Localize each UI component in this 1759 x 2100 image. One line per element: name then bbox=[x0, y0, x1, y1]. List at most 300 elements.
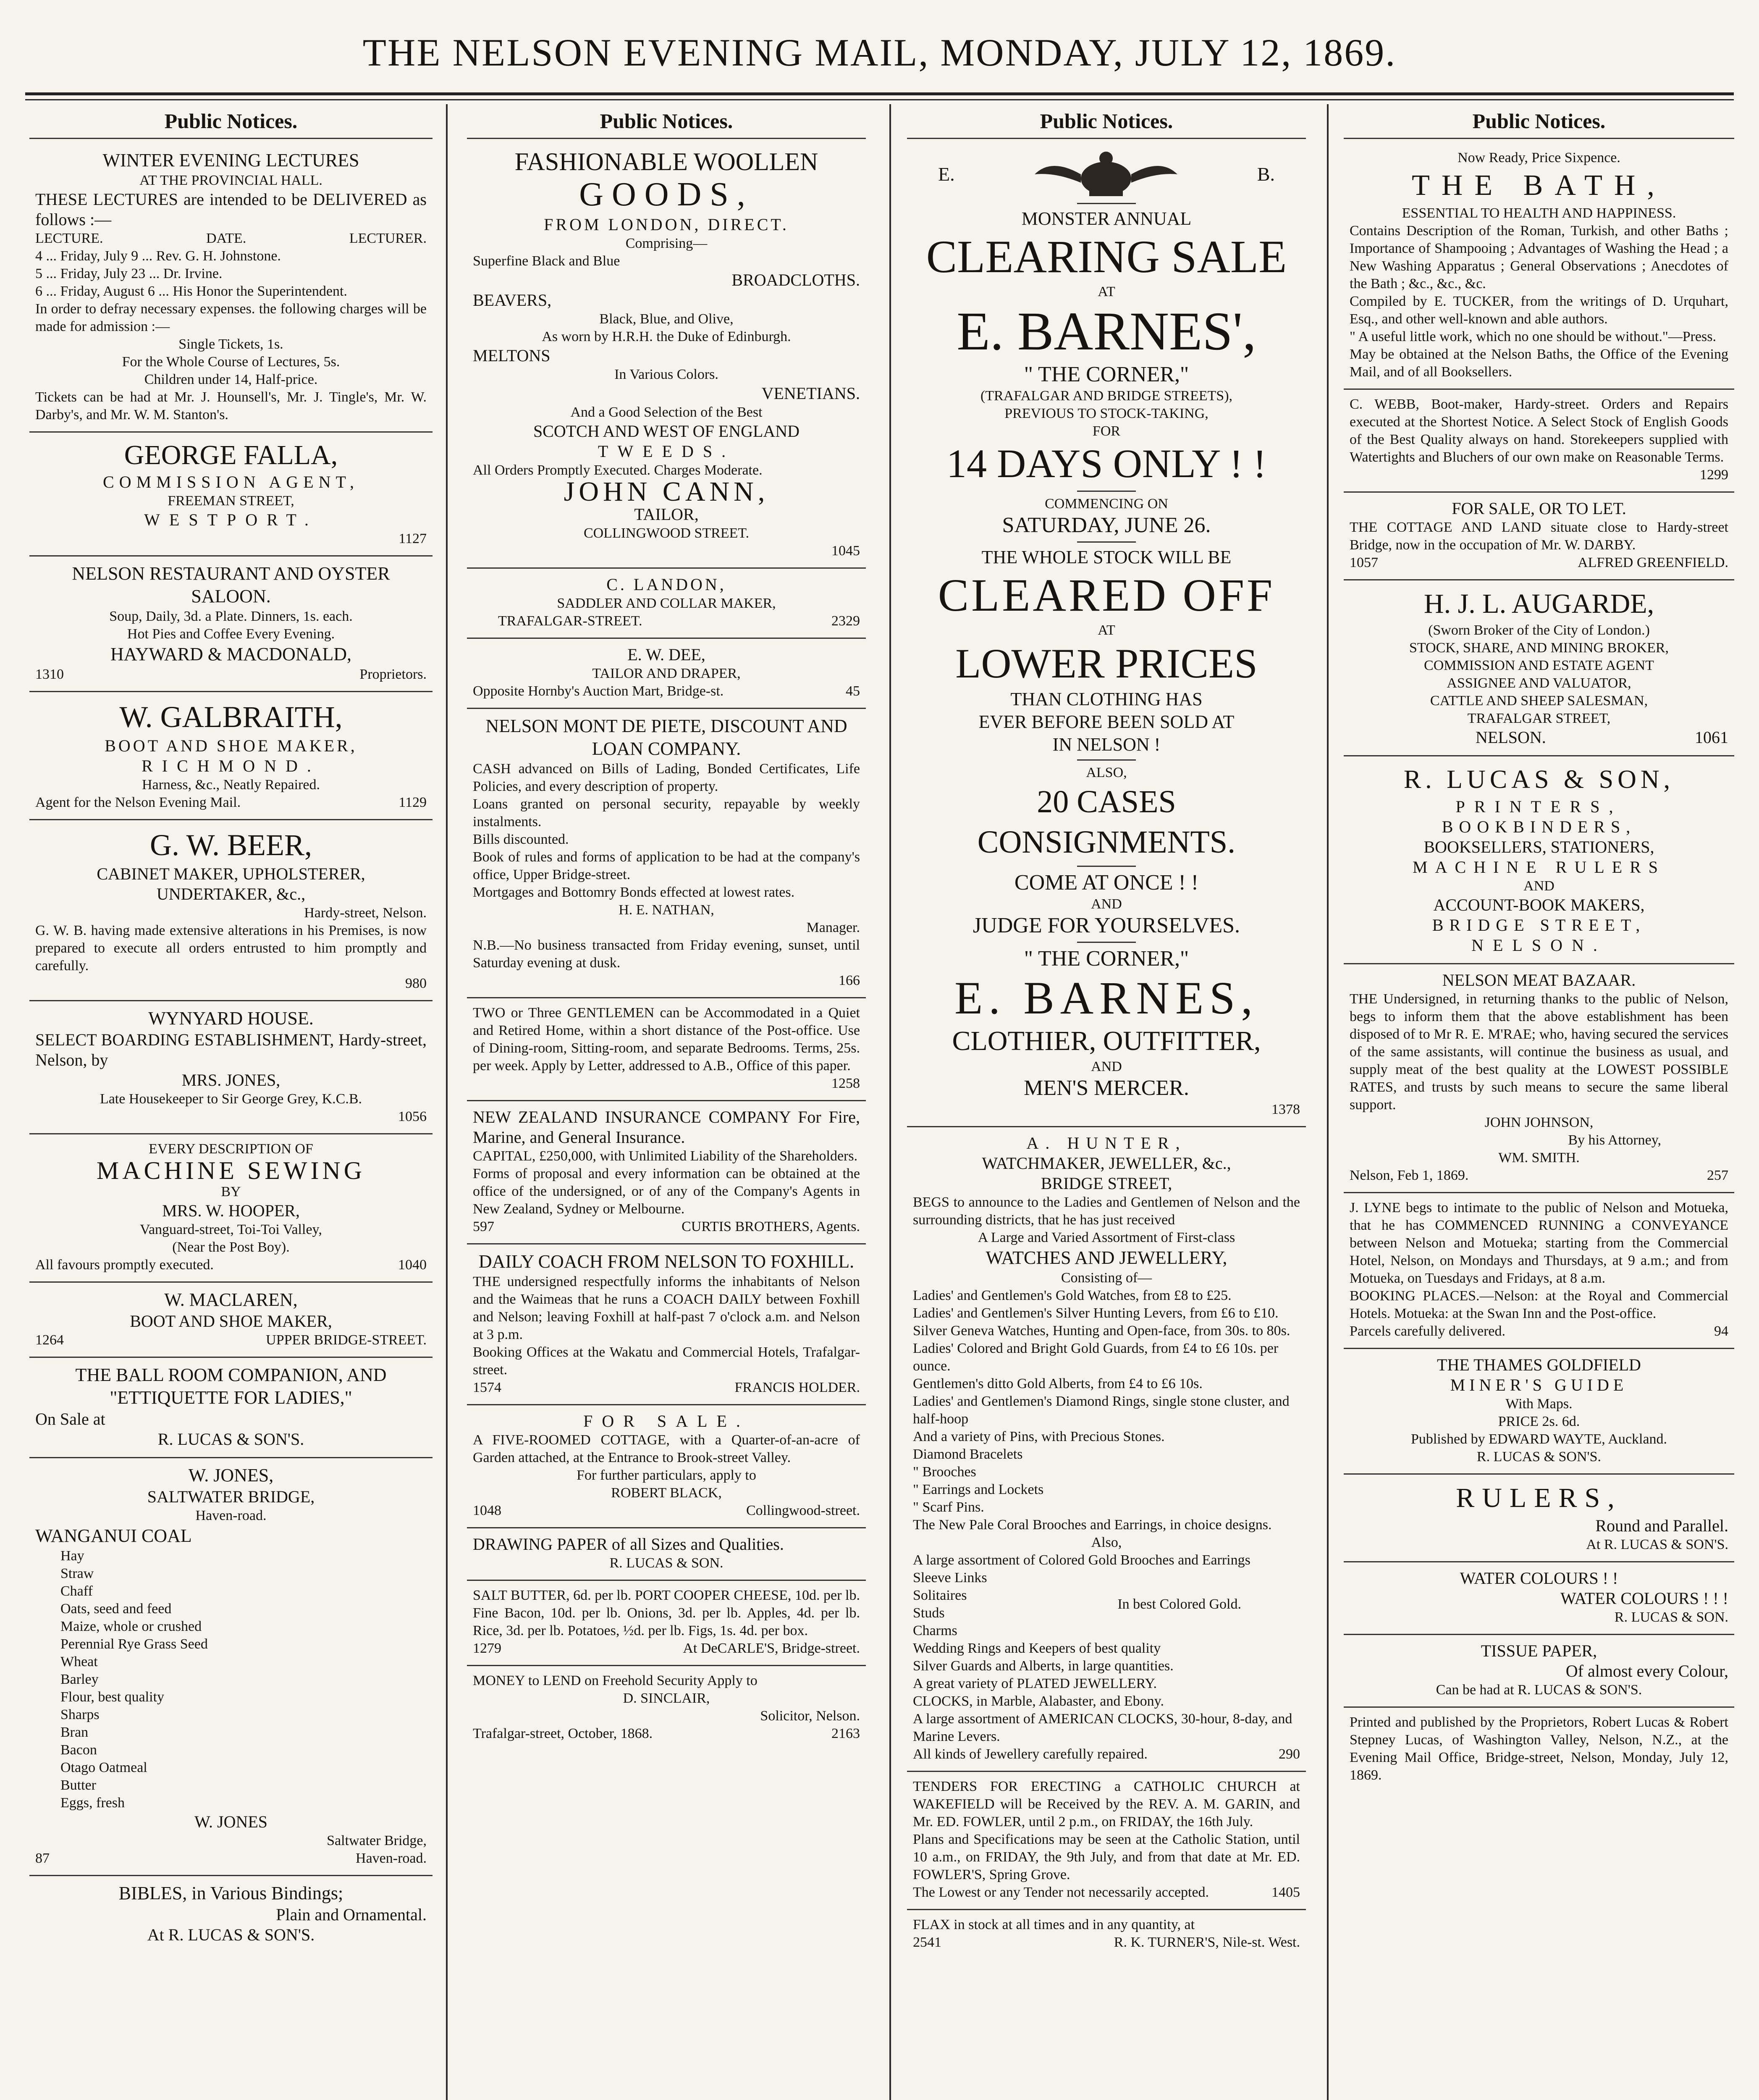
column-3 bbox=[907, 104, 1306, 2100]
augarde-town: NELSON. bbox=[1476, 728, 1546, 747]
tenders-ad bbox=[907, 1772, 1306, 1910]
masthead-rule bbox=[25, 92, 1734, 95]
wynyard-late: Late Housekeeper to Sir George Grey, K.C.B. bbox=[100, 1091, 362, 1107]
royal-crest-icon bbox=[1026, 149, 1186, 200]
hunter-footer bbox=[913, 1746, 1300, 1763]
montdepiete-rules: Book of rules and forms of application to be had at the company's office, Upper Bridge-street. bbox=[473, 849, 860, 882]
lucas-town: NELSON. bbox=[1471, 936, 1607, 955]
cottage-footer bbox=[1350, 554, 1728, 572]
hooper-ad bbox=[29, 1134, 433, 1283]
barnes-corner: " THE CORNER," bbox=[1024, 362, 1189, 386]
jones-list-item: Butter bbox=[60, 1777, 96, 1793]
barnes-whole: THE WHOLE STOCK WILL BE bbox=[981, 547, 1232, 567]
lucas-line: BRIDGE STREET, bbox=[1432, 916, 1646, 934]
jones-footer bbox=[35, 1850, 427, 1867]
hunter-list-item: " Scarf Pins. bbox=[913, 1499, 984, 1515]
hunter-gold: A large assortment of Colored Gold Brooches and Earrings bbox=[913, 1552, 1250, 1568]
coach-ad bbox=[467, 1244, 866, 1405]
restaurant-footer bbox=[35, 666, 427, 683]
augarde-line: ASSIGNEE AND VALUATOR, bbox=[1447, 675, 1631, 691]
meat-smith: WM. SMITH. bbox=[1498, 1150, 1580, 1166]
montdepiete-note: N.B.—No business transacted from Friday evening, sunset, until Saturday evening at dusk. bbox=[473, 937, 860, 971]
wynyard-number: 1056 bbox=[398, 1109, 427, 1124]
cottage-title: FOR SALE, OR TO LET. bbox=[1452, 499, 1626, 518]
galbraith-role: BOOT AND SHOE MAKER, bbox=[105, 736, 357, 755]
lectures-tickets: Tickets can be had at Mr. J. Hounsell's, Mr. J. Tingle's, Mr. W. Darby's, and Mr. W. M. Stanton's. bbox=[35, 389, 427, 423]
thames-subtitle: MINER'S GUIDE bbox=[1450, 1376, 1628, 1394]
lectures-header-lecture: LECTURE. bbox=[35, 231, 103, 246]
woollen-broadcloths: BROADCLOTHS. bbox=[731, 270, 860, 289]
butter-number: 1279 bbox=[473, 1641, 501, 1656]
drawing-ad bbox=[467, 1528, 866, 1581]
ballroom-ad bbox=[29, 1358, 433, 1458]
restaurant-proprietors-label: Proprietors. bbox=[359, 667, 427, 682]
hunter-consisting: Consisting of— bbox=[1061, 1270, 1152, 1286]
barnes-corner-2: " THE CORNER," bbox=[1024, 947, 1189, 971]
drawing-text: DRAWING PAPER of all Sizes and Qualities. bbox=[473, 1535, 784, 1554]
webb-number: 1299 bbox=[1700, 467, 1728, 483]
montdepiete-manager-label: Manager. bbox=[806, 920, 860, 935]
jones-items-list bbox=[35, 1547, 427, 1812]
lucas-line: BOOKBINDERS, bbox=[1442, 817, 1636, 836]
restaurant-number: 1310 bbox=[35, 667, 64, 682]
forsale-address: Collingwood-street. bbox=[746, 1503, 860, 1518]
insurance-number: 597 bbox=[473, 1219, 494, 1234]
jones-list-item: Bran bbox=[60, 1725, 89, 1740]
forsale-ad bbox=[467, 1405, 866, 1528]
barnes-name: E. BARNES', bbox=[957, 301, 1256, 362]
augarde-line: TRAFALGAR STREET, bbox=[1467, 711, 1611, 726]
falla-ad bbox=[29, 433, 433, 556]
landon-name: C. LANDON, bbox=[606, 575, 726, 594]
landon-number: 2329 bbox=[831, 613, 860, 629]
coach-number: 1574 bbox=[473, 1380, 501, 1395]
thames-price: PRICE 2s. 6d. bbox=[1498, 1414, 1580, 1429]
divider bbox=[1077, 759, 1136, 761]
barnes-than: THAN CLOTHING HAS bbox=[1010, 689, 1203, 709]
falla-role: COMMISSION AGENT, bbox=[103, 472, 359, 491]
hunter-list-item: Ladies' and Gentlemen's Gold Watches, from £8 to £25. bbox=[913, 1288, 1232, 1303]
hunter-list-item: The New Pale Coral Brooches and Earrings, in choice designs. bbox=[913, 1517, 1272, 1533]
barnes-and-2: AND bbox=[1091, 1059, 1122, 1074]
hunter-list-item: Ladies' and Gentlemen's Silver Hunting Levers, from £6 to £10. bbox=[913, 1305, 1279, 1321]
barnes-streets: (TRAFALGAR AND BRIDGE STREETS), bbox=[980, 388, 1233, 404]
divider bbox=[1077, 866, 1136, 867]
hunter-repaired: All kinds of Jewellery carefully repaired. bbox=[913, 1746, 1148, 1762]
water-line: WATER COLOURS ! ! bbox=[1460, 1569, 1618, 1588]
woollen-meltons: MELTONS bbox=[473, 346, 551, 365]
barnes-initial-e: E. bbox=[938, 163, 955, 185]
hooper-footer bbox=[35, 1256, 427, 1274]
barnes-and: AND bbox=[1091, 896, 1122, 912]
beer-role: CABINET MAKER, UPHOLSTERER, bbox=[97, 864, 365, 883]
maclaren-role: BOOT AND SHOE MAKER, bbox=[130, 1312, 332, 1331]
landon-address: TRAFALGAR-STREET. bbox=[498, 613, 642, 629]
hunter-clocks: CLOCKS, in Marble, Alabaster, and Ebony. bbox=[913, 1693, 1164, 1709]
woollen-title: FASHIONABLE WOOLLEN bbox=[514, 148, 818, 176]
cottage-number: 1057 bbox=[1350, 555, 1378, 570]
forsale-apply: For further particulars, apply to bbox=[577, 1467, 756, 1483]
jones-coal: WANGANUI COAL bbox=[35, 1525, 192, 1546]
divider bbox=[1077, 942, 1136, 943]
ballroom-at: R. LUCAS & SON'S. bbox=[157, 1430, 304, 1449]
forsale-number: 1048 bbox=[473, 1503, 501, 1518]
galbraith-footer bbox=[35, 794, 427, 811]
jones-list-item: Straw bbox=[60, 1566, 94, 1581]
cottage-text: THE COTTAGE AND LAND situate close to Hardy-street Bridge, now in the occupation of Mr. W. DARBY. bbox=[1350, 520, 1728, 553]
landon-footer bbox=[473, 612, 860, 630]
jones-signature: W. JONES bbox=[194, 1812, 268, 1831]
hooper-sewing: MACHINE SEWING bbox=[96, 1157, 366, 1184]
hunter-list-item: Gentlemen's ditto Gold Alberts, from £4 to £6 10s. bbox=[913, 1376, 1203, 1391]
hooper-near: (Near the Post Boy). bbox=[172, 1239, 290, 1255]
hunter-number: 290 bbox=[1279, 1746, 1300, 1762]
hunter-group-label: In best Colored Gold. bbox=[1117, 1596, 1241, 1612]
jones-road: Haven-road. bbox=[195, 1508, 267, 1523]
hunter-plated: A great variety of PLATED JEWELLERY. bbox=[913, 1676, 1157, 1691]
beer-text: G. W. B. having made extensive alterations in his Premises, is now prepared to execute all orders entrusted to him promptly and carefully. bbox=[35, 923, 427, 974]
woollen-tweeds: TWEEDS. bbox=[598, 442, 735, 461]
tissue-ad bbox=[1344, 1635, 1734, 1708]
masthead-rule-thin bbox=[25, 99, 1734, 100]
money-role: Solicitor, Nelson. bbox=[760, 1708, 860, 1724]
falla-name: GEORGE FALLA, bbox=[124, 440, 338, 470]
money-footer bbox=[473, 1725, 860, 1743]
rulers-title: RULERS, bbox=[1456, 1483, 1622, 1513]
wynyard-ad bbox=[29, 1001, 433, 1134]
maclaren-address: UPPER BRIDGE-STREET. bbox=[266, 1332, 427, 1348]
ballroom-title: THE BALL ROOM COMPANION, AND "ETTIQUETTE FOR LADIES," bbox=[75, 1365, 387, 1408]
tenders-number: 1405 bbox=[1271, 1885, 1300, 1900]
lectures-row: 6 ... Friday, August 6 ... His Honor the Superintendent. bbox=[35, 284, 347, 299]
augarde-name: H. J. L. AUGARDE, bbox=[1423, 588, 1654, 619]
meat-attorney: By his Attorney, bbox=[1568, 1132, 1661, 1148]
barnes-clothier: CLOTHIER, OUTFITTER, bbox=[952, 1026, 1261, 1056]
water-ad bbox=[1344, 1562, 1734, 1635]
hunter-role: WATCHMAKER, JEWELLER, &c., bbox=[982, 1154, 1231, 1173]
hooper-line: EVERY DESCRIPTION OF bbox=[149, 1141, 313, 1157]
montdepiete-manager-name: H. E. NATHAN, bbox=[619, 902, 714, 918]
restaurant-proprietors: HAYWARD & MACDONALD, bbox=[110, 644, 352, 664]
barnes-clearing-sale: CLEARING SALE bbox=[926, 231, 1287, 282]
barnes-ever: EVER BEFORE BEEN SOLD AT bbox=[978, 711, 1235, 732]
hunter-text: BEGS to announce to the Ladies and Gentlemen of Nelson and the surrounding districts, that he has just received bbox=[913, 1194, 1300, 1228]
galbraith-name: W. GALBRAITH, bbox=[119, 700, 343, 734]
hunter-also: Also, bbox=[1091, 1535, 1122, 1550]
jones-number: 87 bbox=[35, 1851, 50, 1866]
column-rule bbox=[1327, 104, 1329, 2100]
column-rule bbox=[889, 104, 891, 2100]
jones-name: W. JONES, bbox=[188, 1465, 274, 1486]
column-2 bbox=[467, 104, 866, 2100]
butter-text: SALT BUTTER, 6d. per lb. PORT COOPER CHEESE, 10d. per lb. Fine Bacon, 10d. per lb. Onions, 3d. per lb. Apples, 4d. per lb. Rice, 3d. per lb. Potatoes, ½d. per lb. Figs, 1s. 4d. per box. bbox=[473, 1588, 860, 1638]
montdepiete-loans: Loans granted on personal security, repayable by weekly instalments. bbox=[473, 796, 860, 830]
beer-name: G. W. BEER, bbox=[149, 828, 312, 862]
augarde-line: COMMISSION AND ESTATE AGENT bbox=[1424, 658, 1654, 673]
beer-role-2: UNDERTAKER, &c., bbox=[156, 885, 306, 903]
lucas-ad bbox=[1344, 756, 1734, 964]
hunter-silver: Silver Guards and Alberts, in large quantities. bbox=[913, 1658, 1174, 1674]
water-line-2: WATER COLOURS ! ! ! bbox=[1560, 1589, 1728, 1608]
woollen-beavers: BEAVERS, bbox=[473, 291, 552, 310]
falla-street: FREEMAN STREET, bbox=[168, 493, 294, 509]
lucas-line: PRINTERS, bbox=[1455, 797, 1623, 816]
dee-role: TAILOR AND DRAPER, bbox=[592, 666, 741, 681]
dee-address: Opposite Hornby's Auction Mart, Bridge-st. bbox=[473, 683, 724, 699]
dee-footer bbox=[473, 682, 860, 700]
hunter-group-item: Studs bbox=[913, 1605, 945, 1621]
woollen-beavers-worn: As worn by H.R.H. the Duke of Edinburgh. bbox=[542, 329, 791, 344]
landon-role: SADDLER AND COLLAR MAKER, bbox=[557, 596, 776, 611]
maclaren-number: 1264 bbox=[35, 1332, 64, 1348]
lucas-and: AND bbox=[1523, 878, 1555, 894]
tissue-line: TISSUE PAPER, bbox=[1481, 1641, 1597, 1660]
montdepiete-text: CASH advanced on Bills of Lading, Bonded Certificates, Life Policies, and every description of property. bbox=[473, 761, 860, 794]
lectures-venue: AT THE PROVINCIAL HALL. bbox=[139, 173, 322, 188]
hooper-address: Vanguard-street, Toi-Toi Valley, bbox=[140, 1222, 322, 1237]
hunter-group-item: Sleeve Links bbox=[913, 1570, 987, 1586]
beer-ad bbox=[29, 820, 433, 1001]
woollen-selection: And a Good Selection of the Best bbox=[570, 404, 763, 420]
lyne-footer bbox=[1350, 1323, 1728, 1340]
masthead: THE NELSON EVENING MAIL, MONDAY, JULY 12, 1869. bbox=[362, 31, 1397, 74]
dee-ad bbox=[467, 639, 866, 709]
augarde-footer bbox=[1350, 727, 1728, 748]
lyne-parcels: Parcels carefully delivered. bbox=[1350, 1323, 1505, 1339]
montdepiete-ad bbox=[467, 709, 866, 998]
tenders-lowest: The Lowest or any Tender not necessarily accepted. bbox=[913, 1885, 1209, 1900]
barnes-at-2: AT bbox=[1098, 622, 1115, 638]
butter-footer bbox=[473, 1640, 860, 1657]
money-name: D. SINCLAIR, bbox=[623, 1690, 710, 1706]
dee-number: 45 bbox=[846, 683, 860, 699]
gentlemen-text: TWO or Three GENTLEMEN can be Accommodated in a Quiet and Retired Home, within a short distance of the Post-office. Use of Dining-room, Sitting-room, and separate Bedrooms. Terms, 25s. per week. Apply by Letter, addressed to A.B., Office of this paper. bbox=[473, 1005, 860, 1074]
lectures-row: 5 ... Friday, July 23 ... Dr. Irvine. bbox=[35, 266, 223, 281]
barnes-also: ALSO, bbox=[1086, 765, 1127, 780]
hunter-group-item: Solitaires bbox=[913, 1588, 967, 1603]
jones-list-item: Sharps bbox=[60, 1707, 100, 1722]
coach-booking: Booking Offices at the Wakatu and Commercial Hotels, Trafalgar-street. bbox=[473, 1344, 860, 1378]
tissue-line-2: Of almost every Colour, bbox=[1565, 1662, 1728, 1680]
column-heading: Public Notices. bbox=[467, 104, 866, 139]
bibles-at: At R. LUCAS & SON'S. bbox=[147, 1925, 315, 1944]
barnes-commencing: COMMENCING ON bbox=[1045, 496, 1168, 512]
dee-name: E. W. DEE, bbox=[627, 645, 705, 664]
galbraith-agent: Agent for the Nelson Evening Mail. bbox=[35, 795, 241, 810]
cottage-name: ALFRED GREENFIELD. bbox=[1578, 555, 1728, 570]
hooper-by: BY bbox=[221, 1184, 241, 1200]
woollen-comprising: Comprising— bbox=[625, 236, 708, 251]
barnes-judge: JUDGE FOR YOURSELVES. bbox=[973, 914, 1240, 937]
maclaren-footer bbox=[35, 1331, 427, 1349]
flax-text: FLAX in stock at all times and in any quantity, at bbox=[913, 1917, 1195, 1932]
barnes-mercer: MEN'S MERCER. bbox=[1024, 1076, 1189, 1100]
imprint-text: Printed and published by the Proprietors, Robert Lucas & Robert Stepney Lucas, of Washington Valley, Nelson, N.Z., at the Evening Mail Office, Bridge-street, Nelson, Monday, July 12, 1869. bbox=[1350, 1714, 1728, 1783]
bibles-ad bbox=[29, 1876, 433, 1953]
woollen-venetians: VENETIANS. bbox=[761, 384, 860, 403]
meat-text: THE Undersigned, in returning thanks to the public of Nelson, begs to inform them that the above establishment has been disposed of to Mr R. E. M'RAE; who, having secured the services of the same assistants, will continue the business as usual, and supply meat of the best quality at the LOWEST POSSIBLE RATES, and trusts by such means to secure the same liberal support. bbox=[1350, 991, 1728, 1113]
insurance-agents: CURTIS BROTHERS, Agents. bbox=[682, 1219, 860, 1234]
barnes-cases: 20 CASES CONSIGNMENTS. bbox=[977, 784, 1236, 860]
jones-signature-place: Saltwater Bridge, bbox=[327, 1833, 427, 1848]
hooper-favours: All favours promptly executed. bbox=[35, 1257, 214, 1273]
woollen-superfine: Superfine Black and Blue bbox=[473, 253, 620, 269]
lyne-ad bbox=[1344, 1193, 1734, 1349]
montdepiete-mortgages: Mortgages and Bottomry Bonds effected at lowest rates. bbox=[473, 885, 795, 900]
gentlemen-number: 1258 bbox=[831, 1076, 860, 1091]
hunter-name: A. HUNTER, bbox=[1026, 1134, 1187, 1152]
insurance-title: NEW ZEALAND INSURANCE COMPANY For Fire, Marine, and General Insurance. bbox=[473, 1108, 860, 1147]
jones-signature-road: Haven-road. bbox=[356, 1851, 427, 1866]
galbraith-repairs: Harness, &c., Neatly Repaired. bbox=[142, 777, 320, 793]
butter-at: At DeCARLE'S, Bridge-street. bbox=[683, 1641, 860, 1656]
jones-list-item: Maize, whole or crushed bbox=[60, 1619, 202, 1634]
woollen-scotch: SCOTCH AND WEST OF ENGLAND bbox=[533, 422, 800, 441]
coach-footer bbox=[473, 1379, 860, 1396]
landon-ad bbox=[467, 569, 866, 639]
insurance-capital: CAPITAL, £250,000, with Unlimited Liability of the Shareholders. bbox=[473, 1148, 858, 1164]
hunter-list-item: " Earrings and Lockets bbox=[913, 1482, 1044, 1497]
barnes-for: FOR bbox=[1092, 423, 1121, 439]
hunter-list-item: Ladies' and Gentlemen's Diamond Rings, single stone cluster, and half-hoop bbox=[913, 1394, 1290, 1427]
augarde-line: CATTLE AND SHEEP SALESMAN, bbox=[1430, 693, 1648, 709]
barnes-in-nelson: IN NELSON ! bbox=[1052, 734, 1161, 755]
cottage-ad bbox=[1344, 493, 1734, 580]
lectures-course: For the Whole Course of Lectures, 5s. bbox=[122, 354, 340, 370]
bath-obtain: May be obtained at the Nelson Baths, the Office of the Evening Mail, and of all Booksellers. bbox=[1350, 346, 1728, 380]
bath-ad bbox=[1344, 143, 1734, 390]
barnes-initial-b: B. bbox=[1257, 163, 1275, 185]
bath-subtitle: ESSENTIAL TO HEALTH AND HAPPINESS. bbox=[1402, 205, 1676, 221]
lectures-title: WINTER EVENING LECTURES bbox=[102, 150, 359, 171]
flax-footer bbox=[913, 1934, 1300, 1951]
lectures-intro: THESE LECTURES are intended to be DELIVERED as follows :— bbox=[35, 190, 427, 229]
montdepiete-bills: Bills discounted. bbox=[473, 832, 569, 847]
barnes-days: 14 DAYS ONLY ! ! bbox=[946, 441, 1266, 486]
meat-title: NELSON MEAT BAZAAR. bbox=[1442, 971, 1636, 990]
woollen-beavers-colors: Black, Blue, and Olive, bbox=[599, 311, 734, 327]
meat-date: Nelson, Feb 1, 1869. bbox=[1350, 1168, 1469, 1183]
money-number: 2163 bbox=[831, 1726, 860, 1741]
barnes-date: SATURDAY, JUNE 26. bbox=[1002, 513, 1211, 537]
woollen-goods: GOODS, bbox=[579, 176, 754, 213]
drawing-at: R. LUCAS & SON. bbox=[609, 1555, 724, 1571]
bibles-line-2: Plain and Ornamental. bbox=[276, 1905, 427, 1924]
galbraith-town: RICHMOND. bbox=[142, 756, 320, 775]
jones-list-item: Flour, best quality bbox=[60, 1689, 165, 1705]
cann-name: JOHN CANN, bbox=[564, 476, 769, 507]
montdepiete-number: 166 bbox=[839, 973, 860, 988]
lectures-header-lecturer: LECTURER. bbox=[349, 231, 427, 246]
thames-title: THE THAMES GOLDFIELD bbox=[1437, 1355, 1641, 1374]
hunter-group-list bbox=[913, 1569, 987, 1640]
jones-list-item: Perennial Rye Grass Seed bbox=[60, 1636, 208, 1652]
column-heading: Public Notices. bbox=[1344, 104, 1734, 139]
hunter-list-item: And a variety of Pins, with Precious Stones. bbox=[913, 1429, 1165, 1444]
thames-published: Published by EDWARD WAYTE, Auckland. bbox=[1410, 1431, 1667, 1447]
barnes-come: COME AT ONCE ! ! bbox=[1014, 871, 1199, 895]
galbraith-number: 1129 bbox=[398, 795, 427, 810]
cann-street: COLLINGWOOD STREET. bbox=[583, 525, 750, 541]
hooper-number: 1040 bbox=[398, 1257, 427, 1273]
hooper-name: MRS. W. HOOPER, bbox=[162, 1201, 300, 1220]
bibles-line: BIBLES, in Various Bindings; bbox=[118, 1883, 343, 1903]
jones-ad bbox=[29, 1458, 433, 1876]
webb-text: C. WEBB, Boot-maker, Hardy-street. Orders and Repairs executed at the Shortest Notice. A Select Stock of English Goods of the Best Quality always on hand. Storekeepers supplied with Watertights and Bluchers of our own make on Reasonable Terms. bbox=[1350, 396, 1728, 465]
wynyard-name: MRS. JONES, bbox=[181, 1071, 280, 1089]
rulers-subtitle: Round and Parallel. bbox=[1595, 1516, 1728, 1535]
flax-at: R. K. TURNER'S, Nile-st. West. bbox=[1114, 1935, 1300, 1950]
barnes-ad bbox=[907, 143, 1306, 1127]
rulers-at: At R. LUCAS & SON'S. bbox=[1586, 1537, 1728, 1552]
falla-number: 1127 bbox=[398, 531, 427, 546]
tenders-text: TENDERS FOR ERECTING a CATHOLIC CHURCH at WAKEFIELD will be Received by the REV. A. M. GARIN, and Mr. ED. FOWLER, until 2 p.m., on FRIDAY, the 16th July. bbox=[913, 1779, 1300, 1830]
woollen-meltons-colors: In Various Colors. bbox=[614, 367, 718, 382]
lectures-note: In order to defray necessary expenses. the following charges will be made for admission :— bbox=[35, 301, 427, 334]
barnes-name-2: E. BARNES, bbox=[954, 972, 1258, 1024]
column-rule bbox=[446, 104, 448, 2100]
money-text: MONEY to LEND on Freehold Security Apply to bbox=[473, 1673, 758, 1688]
coach-name: FRANCIS HOLDER. bbox=[734, 1380, 860, 1395]
webb-ad bbox=[1344, 390, 1734, 493]
cann-number: 1045 bbox=[831, 543, 860, 559]
column-1 bbox=[29, 104, 433, 2100]
bath-title: THE BATH, bbox=[1412, 169, 1666, 202]
coach-text: THE undersigned respectfully informs the inhabitants of Nelson and the Waimeas that he runs a COACH DAILY between Foxhill and Nelson; leaving Foxhill at half-past 7 o'clock a.m. and Nelson at 3 p.m. bbox=[473, 1274, 860, 1342]
restaurant-line: Soup, Daily, 3d. a Plate. Dinners, 1s. each. bbox=[109, 609, 353, 624]
bath-contains: Contains Description of the Roman, Turkish, and other Baths ; Importance of Shampooing ; Advantages of Washing the Head ; a New Washing Apparatus ; General Observations ; Anecdotes of the Bath ; &c., &c., &c. bbox=[1350, 223, 1728, 291]
thames-at: R. LUCAS & SON'S. bbox=[1476, 1449, 1602, 1465]
hunter-assortment: A Large and Varied Assortment of First-class bbox=[978, 1230, 1235, 1245]
augarde-line: STOCK, SHARE, AND MINING BROKER, bbox=[1409, 640, 1669, 656]
lectures-children: Children under 14, Half-price. bbox=[144, 372, 318, 387]
lyne-text: J. LYNE begs to intimate to the public of Nelson and Motueka, that he has COMMENCED RUNNING a CONVEYANCE between Nelson and Motueka; starting from the Commercial Hotel, Nelson, on Mondays and Thursdays, at 9 a.m.; and from Motueka, on Tuesdays and Fridays, at 8 a.m. bbox=[1350, 1200, 1728, 1286]
falla-town: WESTPORT. bbox=[144, 510, 318, 529]
lectures-single: Single Tickets, 1s. bbox=[178, 336, 283, 352]
augarde-number: 1061 bbox=[1695, 728, 1728, 747]
divider bbox=[1077, 541, 1136, 543]
jones-list-item: Otago Oatmeal bbox=[60, 1760, 147, 1775]
hunter-items-list bbox=[913, 1287, 1300, 1534]
maclaren-name: W. MACLAREN, bbox=[164, 1289, 298, 1310]
barnes-monster: MONSTER ANNUAL bbox=[1021, 208, 1192, 229]
lyne-number: 94 bbox=[1714, 1323, 1728, 1339]
meat-name: JOHN JOHNSON, bbox=[1484, 1115, 1594, 1130]
lectures-table-header bbox=[35, 230, 427, 247]
restaurant-ad bbox=[29, 556, 433, 692]
lucas-line: ACCOUNT-BOOK MAKERS, bbox=[1433, 895, 1645, 914]
hunter-list-item: " Brooches bbox=[913, 1464, 976, 1480]
restaurant-title: NELSON RESTAURANT AND OYSTER SALOON. bbox=[72, 563, 390, 606]
augarde-line: (Sworn Broker of the City of London.) bbox=[1428, 622, 1650, 638]
forsale-name: ROBERT BLACK, bbox=[611, 1485, 722, 1501]
column-4 bbox=[1344, 104, 1734, 2100]
barnes-previous: PREVIOUS TO STOCK-TAKING, bbox=[1004, 406, 1208, 421]
bath-quote: " A useful little work, which no one should be without."—Press. bbox=[1350, 329, 1716, 344]
lectures-ad bbox=[29, 143, 433, 433]
wynyard-title: WYNYARD HOUSE. bbox=[148, 1008, 314, 1029]
hunter-group bbox=[913, 1569, 1300, 1640]
wynyard-text: SELECT BOARDING ESTABLISHMENT, Hardy-street, Nelson, by bbox=[35, 1030, 427, 1069]
meat-footer bbox=[1350, 1167, 1728, 1184]
cann-tailor: TAILOR, bbox=[634, 505, 699, 524]
insurance-forms: Forms of proposal and every information can be obtained at the office of the undersigned, or of any of the Company's Agents in New Zealand, Sydney or Melbourne. bbox=[473, 1166, 860, 1217]
maclaren-ad bbox=[29, 1283, 433, 1358]
hunter-list-item: Ladies' Colored and Bright Gold Guards, from £4 to £6 10s. per ounce. bbox=[913, 1341, 1279, 1374]
hunter-wedding: Wedding Rings and Keepers of best quality bbox=[913, 1641, 1161, 1656]
bath-compiled: Compiled by E. TUCKER, from the writings of D. Urquhart, Esq., and other well-known and able authors. bbox=[1350, 294, 1728, 327]
barnes-crest-row bbox=[913, 149, 1300, 200]
